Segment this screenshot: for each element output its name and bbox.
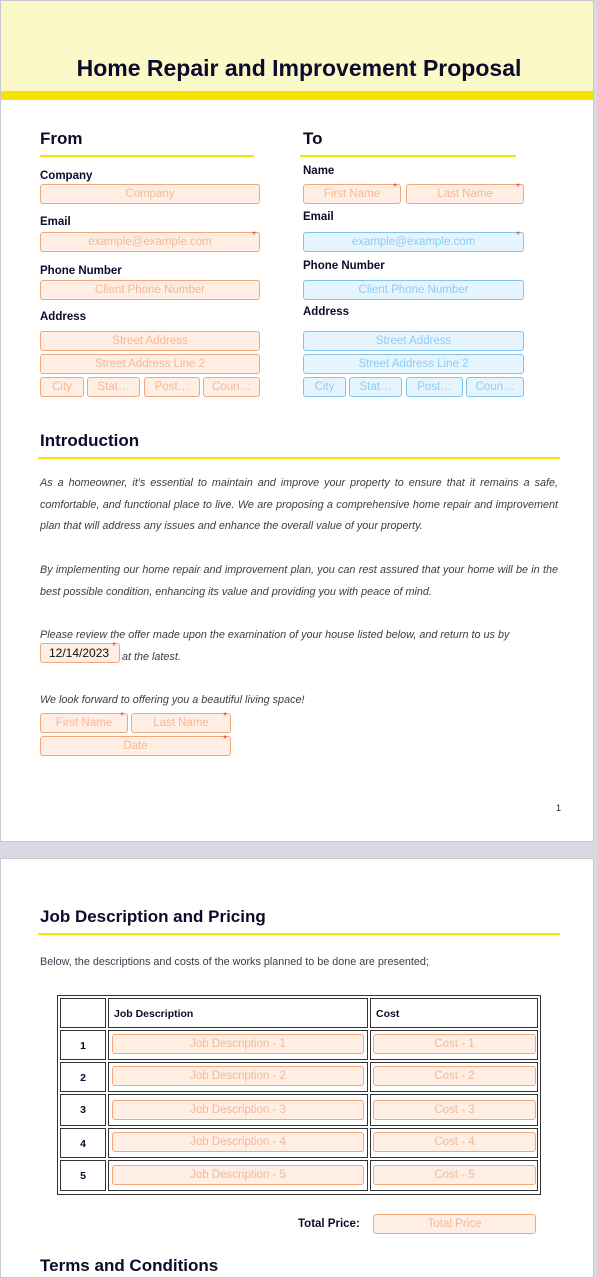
header-accent-line — [1, 91, 593, 100]
job-underline — [38, 933, 560, 935]
deadline-date-field[interactable]: 12/14/2023 * — [40, 643, 120, 663]
closing-text: We look forward to offering you a beautiful living space! — [40, 694, 305, 706]
to-first-name-field[interactable]: First Name * — [303, 184, 401, 204]
job-description-field[interactable]: Job Description - 3 — [112, 1100, 364, 1120]
to-street2-field[interactable]: Street Address Line 2 — [303, 354, 524, 374]
to-name-label: Name — [303, 165, 335, 177]
to-address-label: Address — [303, 306, 350, 318]
introduction-underline — [38, 457, 560, 459]
signer-first-name-field[interactable]: First Name * — [40, 713, 128, 733]
from-street-field[interactable]: Street Address — [40, 331, 260, 351]
job-intro-text: Below, the descriptions and costs of the works planned to be done are presented; — [40, 956, 429, 968]
table-row-number: 2 — [60, 1062, 106, 1092]
to-street-field[interactable]: Street Address — [303, 331, 524, 351]
from-address-label: Address — [40, 311, 87, 323]
from-street2-field[interactable]: Street Address Line 2 — [40, 354, 260, 374]
job-heading: Job Description and Pricing — [40, 907, 266, 926]
from-phone-label: Phone Number — [40, 265, 122, 277]
introduction-paragraph-1: As a homeowner, it's essential to maintain and improve your property to ensure that it remains a safe, comfortable, and functional place to live. We are proposing a comprehensive home repair and improvement plan that will address any issues and enhance the overall value of your property. — [40, 477, 558, 532]
job-pricing-table — [57, 995, 541, 1195]
to-country-field[interactable]: Coun… — [466, 377, 524, 397]
from-phone-field[interactable]: Client Phone Number — [40, 280, 260, 300]
signer-last-name-field[interactable]: Last Name * — [131, 713, 231, 733]
terms-heading: Terms and Conditions — [40, 1256, 219, 1275]
job-cost-field[interactable]: Cost - 2 — [373, 1066, 536, 1086]
to-last-name-field[interactable]: Last Name * — [406, 184, 524, 204]
introduction-paragraph-2: By implementing our home repair and improvement plan, you can rest assured that your home will be in the best possible condition, enhancing its value and providing you with peace of mind. — [40, 564, 558, 598]
job-description-field[interactable]: Job Description - 5 — [112, 1165, 364, 1185]
job-description-field[interactable]: Job Description - 2 — [112, 1066, 364, 1086]
company-label: Company — [40, 170, 93, 182]
to-underline — [300, 155, 516, 157]
job-description-field[interactable]: Job Description - 1 — [112, 1034, 364, 1054]
table-row-number: 5 — [60, 1160, 106, 1191]
deadline-suffix-text: at the latest. — [122, 651, 181, 663]
to-heading: To — [303, 129, 323, 148]
table-row-number: 3 — [60, 1094, 106, 1126]
to-email-label: Email — [303, 211, 334, 223]
table-header-number — [60, 998, 106, 1028]
company-field[interactable]: Company — [40, 184, 260, 204]
from-postal-field[interactable]: Post… — [144, 377, 200, 397]
from-email-field[interactable]: example@example.com * — [40, 232, 260, 252]
from-country-field[interactable]: Coun… — [203, 377, 260, 397]
job-cost-field[interactable]: Cost - 3 — [373, 1100, 536, 1120]
from-state-field[interactable]: Stat… — [87, 377, 140, 397]
to-email-field[interactable]: example@example.com * — [303, 232, 524, 252]
to-city-field[interactable]: City — [303, 377, 346, 397]
proposal-page-2 — [0, 858, 594, 1278]
table-row-number: 1 — [60, 1030, 106, 1060]
from-underline — [40, 155, 254, 157]
total-price-label: Total Price: — [298, 1218, 360, 1230]
page-number: 1 — [556, 803, 562, 813]
from-heading: From — [40, 129, 83, 148]
job-cost-field[interactable]: Cost - 5 — [373, 1165, 536, 1185]
from-city-field[interactable]: City — [40, 377, 84, 397]
introduction-paragraph-3: Please review the offer made upon the examination of your house listed below, and return to us by — [40, 629, 510, 641]
table-header-description: Job Description — [108, 998, 368, 1028]
job-description-field[interactable]: Job Description - 4 — [112, 1132, 364, 1152]
to-postal-field[interactable]: Post… — [406, 377, 463, 397]
from-email-label: Email — [40, 216, 71, 228]
to-state-field[interactable]: Stat… — [349, 377, 402, 397]
total-price-field[interactable]: Total Price — [373, 1214, 536, 1234]
table-header-cost: Cost — [370, 998, 538, 1028]
table-row-number: 4 — [60, 1128, 106, 1158]
to-phone-label: Phone Number — [303, 260, 385, 272]
introduction-heading: Introduction — [40, 431, 140, 450]
document-title: Home Repair and Improvement Proposal — [76, 55, 522, 81]
job-cost-field[interactable]: Cost - 4 — [373, 1132, 536, 1152]
to-phone-field[interactable]: Client Phone Number — [303, 280, 524, 300]
job-cost-field[interactable]: Cost - 1 — [373, 1034, 536, 1054]
signer-date-field[interactable]: Date * — [40, 736, 231, 756]
